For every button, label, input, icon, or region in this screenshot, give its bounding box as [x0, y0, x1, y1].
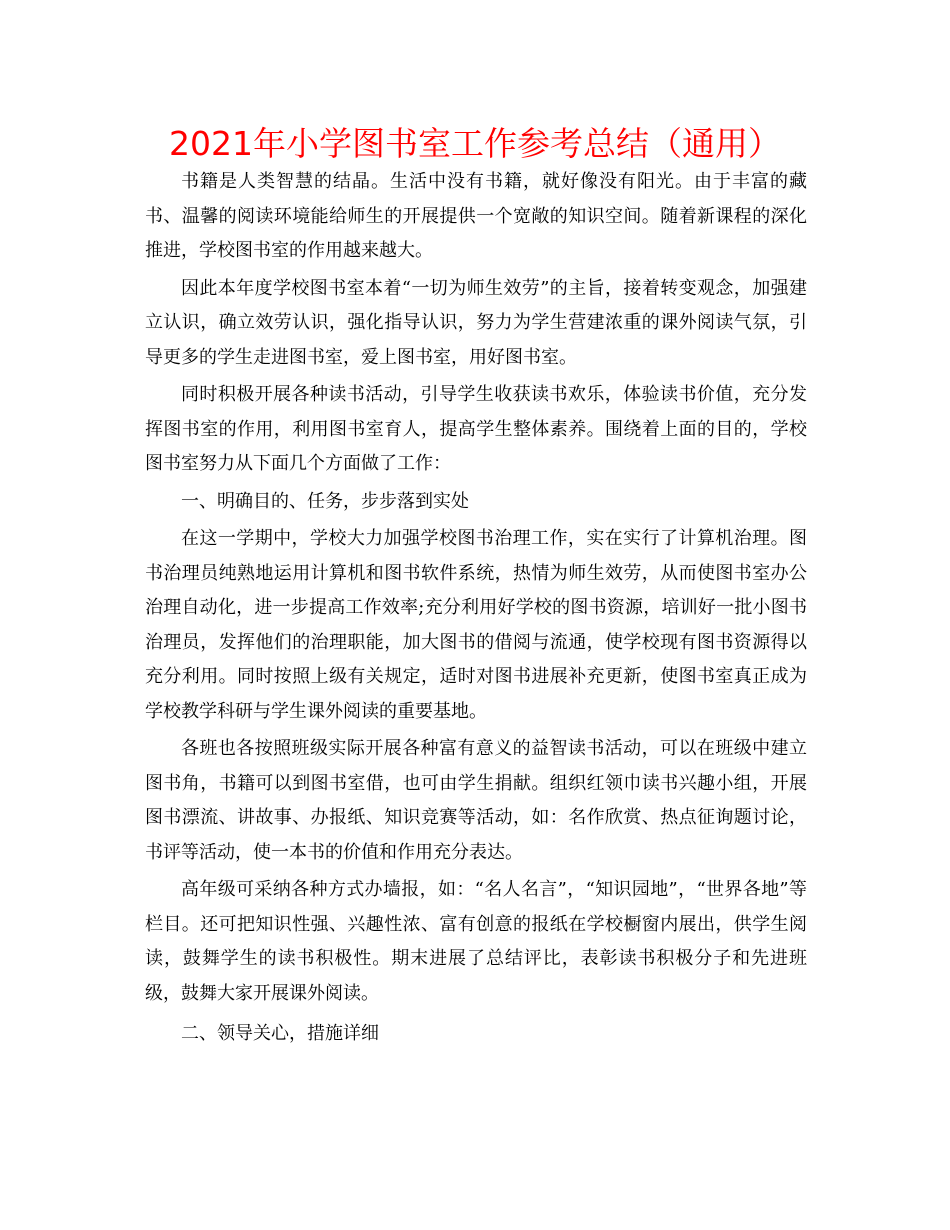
- paragraph-wall-newspaper: 高年级可采纳各种方式办墙报，如：“名人名言”，“知识园地”，“世界各地”等栏目。还可把知识性强、兴趣性浓、富有创意的报纸在学校橱窗内展出，供学生阅读，鼓舞学生的读书积极性。期末进展了总结评比，表彰读书积极分子和先进班级，鼓舞大家开展课外阅读。: [145, 879, 807, 1004]
- document-title: 2021年小学图书室工作参考总结（通用）: [169, 124, 781, 163]
- paragraph-class-activities: 各班也各按照班级实际开展各种富有意义的益智读书活动，可以在班级中建立图书角，书籍可以到图书室借，也可由学生捐献。组织红领巾读书兴趣小组，开展图书漂流、讲故事、办报纸、知识竞赛等活动，如：名作欣赏、热点征询题讨论，书评等活动，使一本书的价值和作用充分表达。: [145, 738, 807, 863]
- section-heading-1: 一、明确目的、任务，步步落到实处: [181, 490, 469, 512]
- paragraph-service-principle: 因此本年度学校图书室本着“一切为师生效劳”的主旨，接着转变观念，加强建立认识，确立效劳认识，强化指导认识，努力为学生营建浓重的课外阅读气氛，引导更多的学生走进图书室，爱上图书室，用好图书室。: [145, 277, 807, 368]
- paragraph-computer-management: 在这一学期中，学校大力加强学校图书治理工作，实在实行了计算机治理。图书治理员纯熟地运用计算机和图书软件系统，热情为师生效劳，从而使图书室办公治理自动化，进一步提高工作效率;充分利用好学校的图书资源，培训好一批小图书治理员，发挥他们的治理职能，加大图书的借阅与流通，使学校现有图书资源得以充分利用。同时按照上级有关规定，适时对图书进展补充更新，使图书室真正成为学校教学科研与学生课外阅读的重要基地。: [145, 528, 807, 722]
- section-heading-2: 二、领导关心，措施详细: [181, 1023, 379, 1044]
- paragraph-reading-activities: 同时积极开展各种读书活动，引导学生收获读书欢乐，体验读书价值，充分发挥图书室的作用，利用图书室育人，提高学生整体素养。围绕着上面的目的，学校图书室努力从下面几个方面做了工作：: [145, 384, 807, 474]
- document-body: [145, 165, 807, 1055]
- paragraph-intro: 书籍是人类智慧的结晶。生活中没有书籍，就好像没有阳光。由于丰富的藏书、温馨的阅读环境能给师生的开展提供一个宽敞的知识空间。随着新课程的深化推进，学校图书室的作用越来越大。: [145, 171, 807, 261]
